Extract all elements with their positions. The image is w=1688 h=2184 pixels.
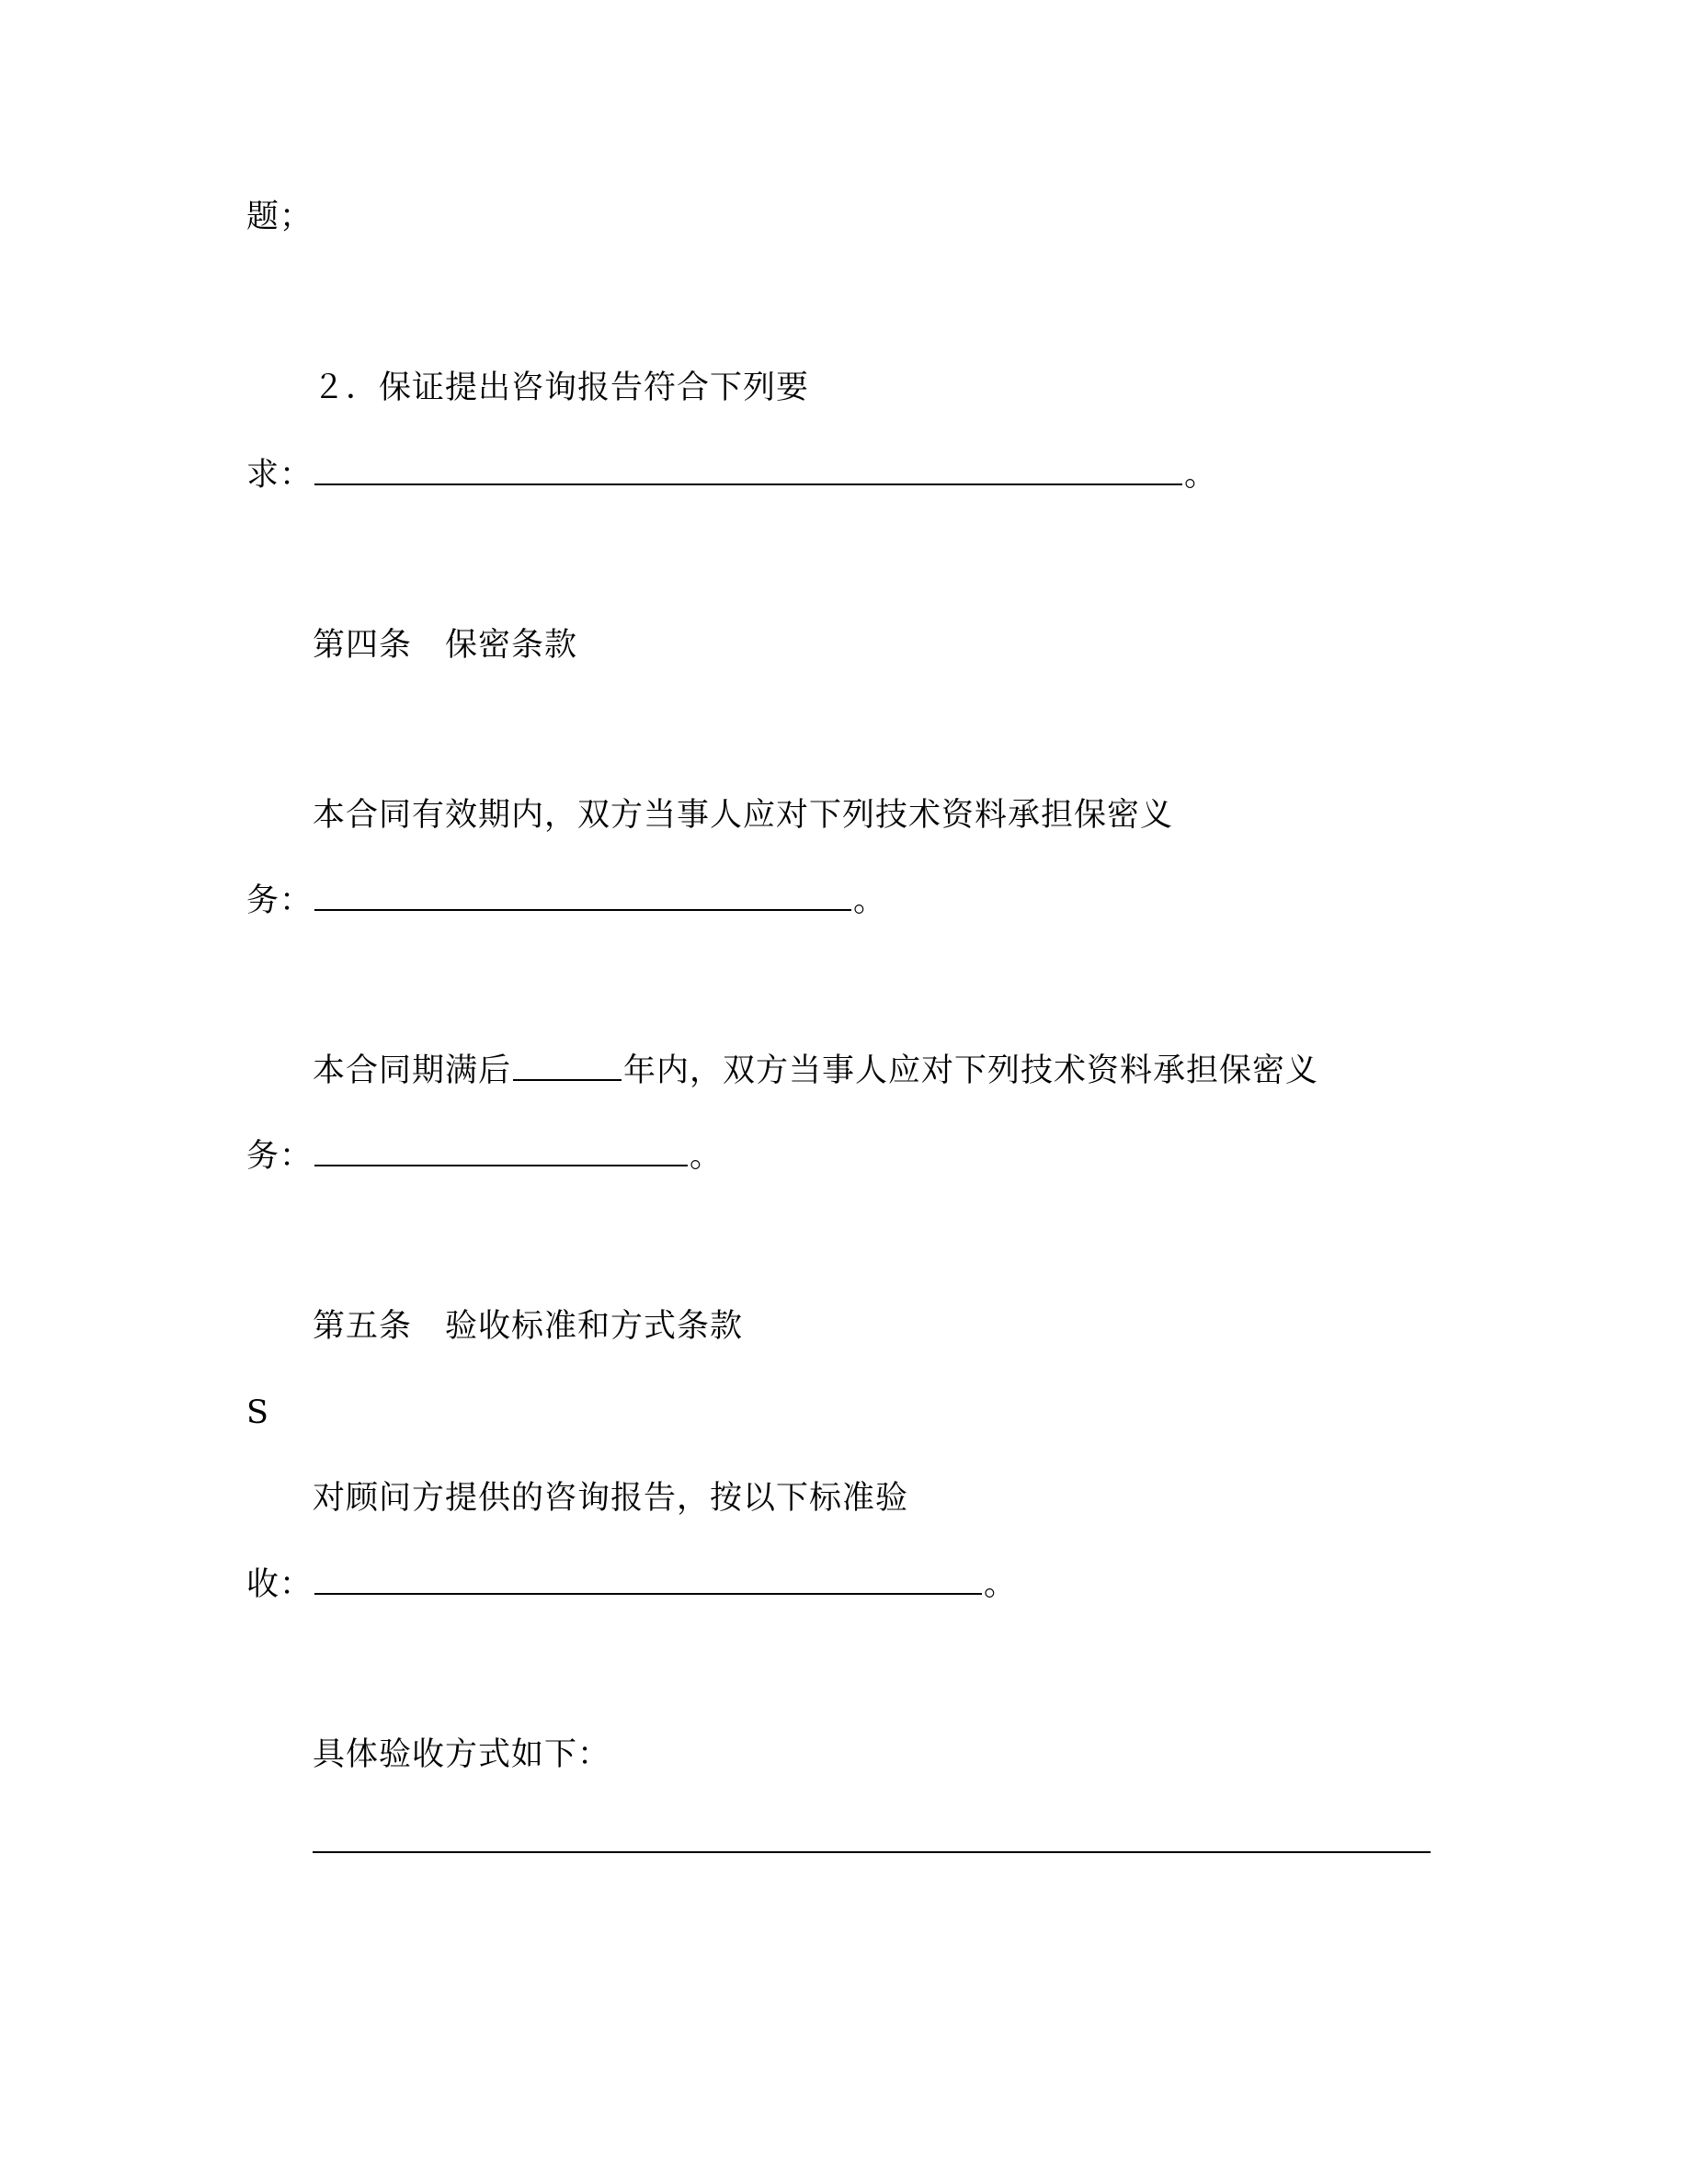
article-4-paragraph-1: [313, 795, 1173, 836]
text-fragment: 本合同有效期内，双方当事人应对下列技术资料承担保密义: [313, 797, 1174, 834]
text-fragment: 本合同期满后: [313, 1052, 512, 1089]
fill-in-blank[interactable]: [314, 1137, 688, 1166]
fill-in-blank-years[interactable]: [513, 1052, 622, 1081]
text-fragment: 题；: [246, 199, 314, 235]
article-4-paragraph-2-continuation: [246, 1136, 723, 1177]
item-2-text: [313, 368, 809, 408]
article-5-title: [313, 1306, 743, 1347]
text-fragment: 年内，双方当事人应对下列技术资料承担保密义: [623, 1052, 1319, 1089]
text-fragment: 求：: [246, 457, 314, 494]
fill-in-blank[interactable]: [314, 456, 1182, 485]
text-fragment: 务：: [246, 1138, 314, 1175]
fill-in-blank[interactable]: [314, 1565, 982, 1595]
text-fragment: 第四条 保密条款: [313, 627, 578, 664]
article-4-title: [313, 625, 577, 665]
text-fragment: S: [246, 1394, 269, 1431]
article-5-paragraph-1: [313, 1478, 908, 1519]
fill-in-line[interactable]: [313, 1851, 1431, 1853]
text-fragment: 第五条 验收标准和方式条款: [313, 1308, 744, 1345]
stray-mark: [246, 1393, 269, 1433]
period-mark: 。: [853, 882, 887, 919]
text-fragment: 收：: [246, 1566, 314, 1603]
period-mark: 。: [1184, 457, 1218, 494]
text-fragment: ２．保证提出咨询报告符合下列要: [313, 370, 810, 406]
text-fragment: 对顾问方提供的咨询报告，按以下标准验: [313, 1480, 909, 1517]
text-fragment: 务：: [246, 882, 314, 919]
fill-in-blank[interactable]: [314, 882, 851, 911]
text-fragment: 具体验收方式如下：: [313, 1736, 611, 1773]
article-4-paragraph-1-continuation: [246, 881, 886, 921]
period-mark: 。: [690, 1138, 724, 1175]
article-5-paragraph-2: [313, 1735, 610, 1775]
text-line-ti: [246, 197, 313, 237]
item-2-continuation: [246, 455, 1217, 495]
period-mark: 。: [984, 1566, 1018, 1603]
article-5-paragraph-1-continuation: [246, 1564, 1017, 1605]
article-4-paragraph-2: [313, 1051, 1318, 1091]
